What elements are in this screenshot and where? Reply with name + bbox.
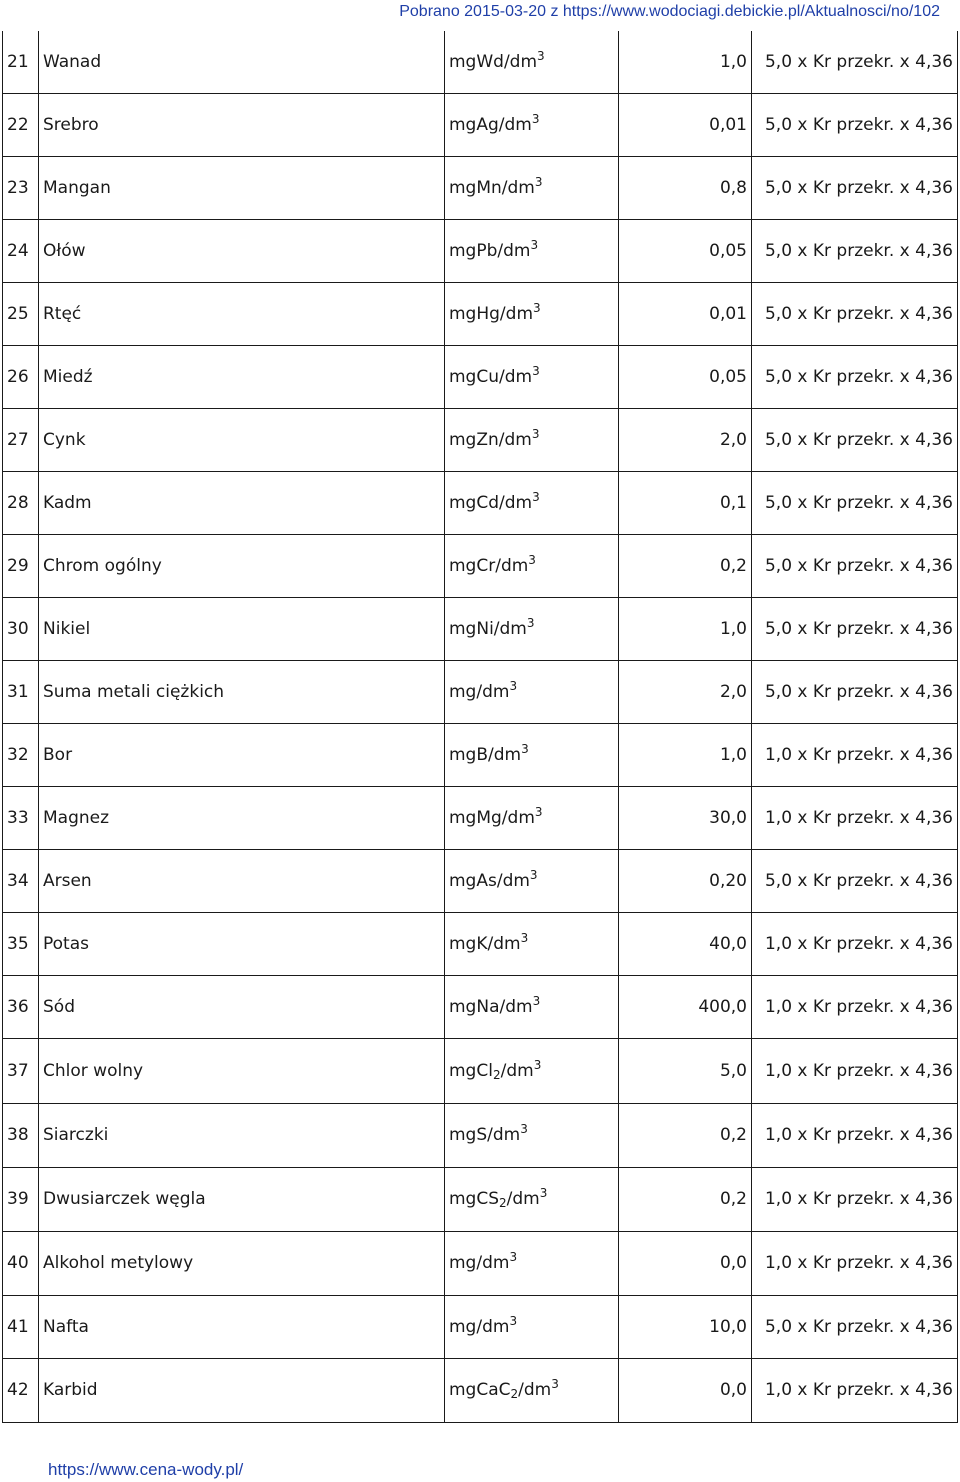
unit-superscript: 3	[537, 48, 545, 63]
table-row	[3, 31, 958, 93]
multiplier-formula: 5,0 x Kr przekr. x 4,36	[752, 534, 958, 597]
multiplier-formula: 1,0 x Kr przekr. x 4,36	[752, 1038, 958, 1103]
unit-text: mgCu/dm	[449, 366, 533, 387]
table-row	[3, 345, 958, 408]
table-row	[3, 1231, 958, 1295]
unit-text: mgZn/dm	[449, 429, 532, 450]
limit-value: 0,2	[619, 1103, 752, 1167]
unit-text: mgMn/dm	[449, 177, 535, 198]
row-number: 29	[3, 534, 39, 597]
limit-value: 0,1	[619, 471, 752, 534]
multiplier-formula: 1,0 x Kr przekr. x 4,36	[752, 975, 958, 1038]
multiplier-formula: 1,0 x Kr przekr. x 4,36	[752, 912, 958, 975]
unit-cell	[445, 660, 619, 723]
unit-text: mgMg/dm	[449, 807, 535, 828]
unit-cell	[445, 1295, 619, 1358]
parameter-name: Dwusiarczek węgla	[39, 1167, 445, 1231]
table-row	[3, 912, 958, 975]
unit-cell	[445, 1358, 619, 1422]
unit-tail: /dm	[506, 1189, 540, 1209]
unit-cell	[445, 1038, 619, 1103]
unit-text: mgPb/dm	[449, 240, 531, 261]
table-row	[3, 282, 958, 345]
parameter-name: Miedź	[39, 345, 445, 408]
table-row	[3, 786, 958, 849]
row-number: 38	[3, 1103, 39, 1167]
unit-superscript: 3	[528, 552, 536, 567]
unit-cell	[445, 786, 619, 849]
table-row	[3, 408, 958, 471]
unit-cell	[445, 219, 619, 282]
parameter-name: Kadm	[39, 471, 445, 534]
table-row	[3, 93, 958, 156]
multiplier-formula: 5,0 x Kr przekr. x 4,36	[752, 345, 958, 408]
limit-value: 40,0	[619, 912, 752, 975]
parameter-name: Cynk	[39, 408, 445, 471]
row-number: 31	[3, 660, 39, 723]
pollutant-limits-table	[2, 31, 958, 1423]
row-number: 36	[3, 975, 39, 1038]
parameter-name: Nafta	[39, 1295, 445, 1358]
limit-value: 0,01	[619, 93, 752, 156]
multiplier-formula: 5,0 x Kr przekr. x 4,36	[752, 849, 958, 912]
unit-text: mgCr/dm	[449, 555, 529, 576]
multiplier-formula: 1,0 x Kr przekr. x 4,36	[752, 1231, 958, 1295]
row-number: 22	[3, 93, 39, 156]
table-row	[3, 1167, 958, 1231]
unit-superscript: 3	[526, 615, 535, 630]
unit-text: mgCd/dm	[449, 492, 533, 513]
table-row	[3, 1358, 958, 1422]
table-row	[3, 156, 958, 219]
unit-cell	[445, 534, 619, 597]
unit-superscript: 3	[520, 1122, 528, 1136]
unit-cell	[445, 345, 619, 408]
parameter-name: Suma metali ciężkich	[39, 660, 445, 723]
unit-cell	[445, 1231, 619, 1295]
limit-value: 1,0	[619, 597, 752, 660]
limit-value: 2,0	[619, 660, 752, 723]
row-number: 34	[3, 849, 39, 912]
unit-text: mg/dm	[449, 681, 510, 702]
multiplier-formula: 1,0 x Kr przekr. x 4,36	[752, 1103, 958, 1167]
unit-text: mgWd/dm	[449, 51, 538, 72]
row-number: 33	[3, 786, 39, 849]
footer-link[interactable]: https://www.cena-wody.pl/	[48, 1460, 244, 1479]
unit-superscript: 3	[509, 678, 518, 693]
parameter-name: Chrom ogólny	[39, 534, 445, 597]
multiplier-formula: 5,0 x Kr przekr. x 4,36	[752, 282, 958, 345]
parameter-name: Nikiel	[39, 597, 445, 660]
unit-cell	[445, 408, 619, 471]
unit-superscript: 3	[520, 930, 529, 945]
table-row	[3, 471, 958, 534]
limit-value: 2,0	[619, 408, 752, 471]
multiplier-formula: 1,0 x Kr przekr. x 4,36	[752, 723, 958, 786]
unit-cell	[445, 1103, 619, 1167]
unit-text: mgHg/dm	[449, 303, 534, 324]
unit-subscript: 2	[499, 1196, 507, 1210]
row-number: 42	[3, 1358, 39, 1422]
parameter-name: Rtęć	[39, 282, 445, 345]
unit-subscript: 2	[492, 1067, 501, 1082]
table-row	[3, 975, 958, 1038]
limit-value: 0,0	[619, 1231, 752, 1295]
limit-value: 30,0	[619, 786, 752, 849]
unit-text: mgCS	[449, 1189, 500, 1209]
multiplier-formula: 5,0 x Kr przekr. x 4,36	[752, 156, 958, 219]
unit-cell	[445, 1167, 619, 1231]
table-row	[3, 849, 958, 912]
row-number: 26	[3, 345, 39, 408]
limit-value: 1,0	[619, 31, 752, 93]
limit-value: 0,20	[619, 849, 752, 912]
limit-value: 0,2	[619, 534, 752, 597]
limit-value: 5,0	[619, 1038, 752, 1103]
unit-superscript: 3	[509, 1250, 518, 1264]
unit-superscript: 3	[533, 1057, 542, 1072]
unit-superscript: 3	[530, 237, 539, 252]
unit-text: mg/dm	[449, 1253, 510, 1273]
row-number: 28	[3, 471, 39, 534]
unit-cell	[445, 849, 619, 912]
row-number: 21	[3, 31, 39, 93]
unit-superscript: 3	[533, 300, 541, 315]
row-number: 24	[3, 219, 39, 282]
unit-superscript: 3	[509, 1313, 518, 1328]
row-number: 25	[3, 282, 39, 345]
parameter-name: Ołów	[39, 219, 445, 282]
unit-superscript: 3	[534, 804, 543, 819]
unit-text: mgK/dm	[449, 933, 521, 954]
row-number: 40	[3, 1231, 39, 1295]
table-row	[3, 1103, 958, 1167]
unit-text: mgCaC	[449, 1380, 511, 1400]
unit-text: mgAs/dm	[449, 870, 530, 891]
limit-value: 0,0	[619, 1358, 752, 1422]
row-number: 39	[3, 1167, 39, 1231]
unit-text: mg/dm	[449, 1316, 510, 1337]
unit-superscript: 3	[534, 174, 543, 189]
parameter-name: Wanad	[39, 31, 445, 93]
unit-cell	[445, 912, 619, 975]
parameter-name: Srebro	[39, 93, 445, 156]
parameter-name: Chlor wolny	[39, 1038, 445, 1103]
multiplier-formula: 5,0 x Kr przekr. x 4,36	[752, 1295, 958, 1358]
row-number: 30	[3, 597, 39, 660]
unit-tail: /dm	[500, 1060, 534, 1081]
multiplier-formula: 1,0 x Kr przekr. x 4,36	[752, 786, 958, 849]
unit-text: mgB/dm	[449, 744, 522, 765]
parameter-name: Bor	[39, 723, 445, 786]
unit-superscript: 3	[531, 111, 540, 126]
multiplier-formula: 5,0 x Kr przekr. x 4,36	[752, 31, 958, 93]
table-row	[3, 660, 958, 723]
multiplier-formula: 5,0 x Kr przekr. x 4,36	[752, 93, 958, 156]
limit-value: 0,05	[619, 219, 752, 282]
parameter-name: Alkohol metylowy	[39, 1231, 445, 1295]
parameter-name: Arsen	[39, 849, 445, 912]
parameter-name: Karbid	[39, 1358, 445, 1422]
unit-superscript: 3	[532, 363, 540, 378]
multiplier-formula: 5,0 x Kr przekr. x 4,36	[752, 219, 958, 282]
multiplier-formula: 1,0 x Kr przekr. x 4,36	[752, 1167, 958, 1231]
parameter-name: Mangan	[39, 156, 445, 219]
unit-cell	[445, 723, 619, 786]
table-row	[3, 723, 958, 786]
unit-cell	[445, 156, 619, 219]
unit-cell	[445, 597, 619, 660]
unit-text: mgNa/dm	[449, 996, 533, 1017]
parameter-name: Magnez	[39, 786, 445, 849]
table-row	[3, 534, 958, 597]
row-number: 37	[3, 1038, 39, 1103]
unit-tail: /dm	[518, 1380, 552, 1400]
unit-text: mgCl	[449, 1060, 493, 1081]
parameter-name: Sód	[39, 975, 445, 1038]
multiplier-formula: 5,0 x Kr przekr. x 4,36	[752, 471, 958, 534]
limit-value: 400,0	[619, 975, 752, 1038]
limit-value: 10,0	[619, 1295, 752, 1358]
unit-superscript: 3	[532, 993, 541, 1008]
multiplier-formula: 5,0 x Kr przekr. x 4,36	[752, 408, 958, 471]
unit-superscript: 3	[539, 1186, 548, 1200]
table-row	[3, 219, 958, 282]
unit-superscript: 3	[521, 741, 529, 756]
unit-cell	[445, 975, 619, 1038]
unit-cell	[445, 31, 619, 93]
unit-superscript: 3	[529, 867, 538, 882]
download-source-link[interactable]: Pobrano 2015-03-20 z https://www.wodociagi.debickie.pl/Aktualnosci/no/102	[399, 3, 940, 20]
unit-cell	[445, 93, 619, 156]
table-row	[3, 1038, 958, 1103]
unit-cell	[445, 471, 619, 534]
row-number: 35	[3, 912, 39, 975]
unit-text: mgS/dm	[449, 1125, 521, 1145]
unit-superscript: 3	[531, 426, 540, 441]
unit-cell	[445, 282, 619, 345]
table-row	[3, 1295, 958, 1358]
unit-text: mgAg/dm	[449, 114, 532, 135]
limit-value: 0,01	[619, 282, 752, 345]
parameter-name: Potas	[39, 912, 445, 975]
unit-subscript: 2	[510, 1387, 519, 1401]
multiplier-formula: 5,0 x Kr przekr. x 4,36	[752, 597, 958, 660]
multiplier-formula: 5,0 x Kr przekr. x 4,36	[752, 660, 958, 723]
table-body	[3, 31, 958, 1422]
unit-superscript: 3	[551, 1377, 559, 1391]
limit-value: 1,0	[619, 723, 752, 786]
row-number: 41	[3, 1295, 39, 1358]
row-number: 27	[3, 408, 39, 471]
unit-superscript: 3	[532, 489, 540, 504]
table-row	[3, 597, 958, 660]
limit-value: 0,05	[619, 345, 752, 408]
limit-value: 0,8	[619, 156, 752, 219]
multiplier-formula: 1,0 x Kr przekr. x 4,36	[752, 1358, 958, 1422]
unit-text: mgNi/dm	[449, 618, 527, 639]
limit-value: 0,2	[619, 1167, 752, 1231]
parameter-name: Siarczki	[39, 1103, 445, 1167]
row-number: 32	[3, 723, 39, 786]
row-number: 23	[3, 156, 39, 219]
